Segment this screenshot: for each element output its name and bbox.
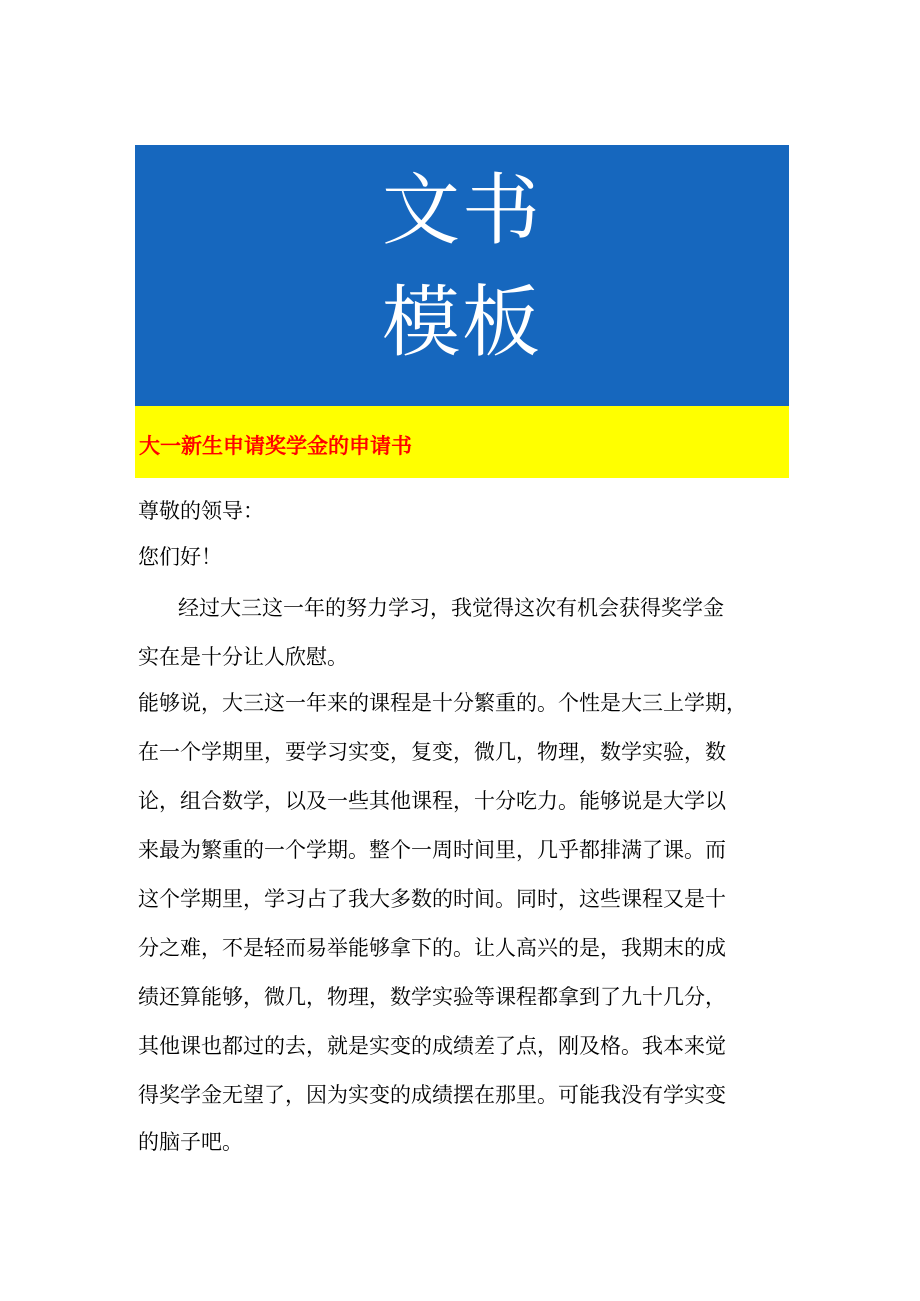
body-line: 来最为繁重的一个学期。整个一周时间里，几乎都排满了课。而 — [138, 838, 726, 862]
body-line: 实在是十分让人欣慰。 — [138, 645, 348, 669]
body-line: 论，组合数学，以及一些其他课程，十分吃力。能够说是大学以 — [138, 789, 726, 813]
body-line: 的脑子吧。 — [138, 1130, 243, 1154]
cover-title-banner — [135, 145, 789, 406]
body-line: 能够说，大三这一年来的课程是十分繁重的。个性是大三上学期， — [138, 691, 747, 715]
document-subtitle: 大一新生申请奖学金的申请书 — [139, 434, 412, 458]
body-line: 这个学期里，学习占了我大多数的时间。同时，这些课程又是十 — [138, 887, 726, 911]
body-line: 得奖学金无望了，因为实变的成绩摆在那里。可能我没有学实变 — [138, 1083, 726, 1107]
body-line: 绩还算能够，微几，物理，数学实验等课程都拿到了九十几分， — [138, 985, 726, 1009]
cover-title-line-2: 模板 — [381, 278, 542, 368]
cover-title-line-1: 文书 — [381, 166, 542, 256]
body-line: 分之难，不是轻而易举能够拿下的。让人高兴的是，我期末的成 — [138, 936, 726, 960]
letter-greeting: 您们好！ — [138, 545, 222, 569]
letter-salutation: 尊敬的领导： — [138, 499, 264, 523]
body-line: 在一个学期里，要学习实变，复变，微几，物理，数学实验，数 — [138, 740, 726, 764]
body-line: 其他课也都过的去，就是实变的成绩差了点，刚及格。我本来觉 — [138, 1034, 726, 1058]
subtitle-banner — [135, 406, 789, 478]
body-line: 经过大三这一年的努力学习，我觉得这次有机会获得奖学金 — [178, 596, 724, 620]
